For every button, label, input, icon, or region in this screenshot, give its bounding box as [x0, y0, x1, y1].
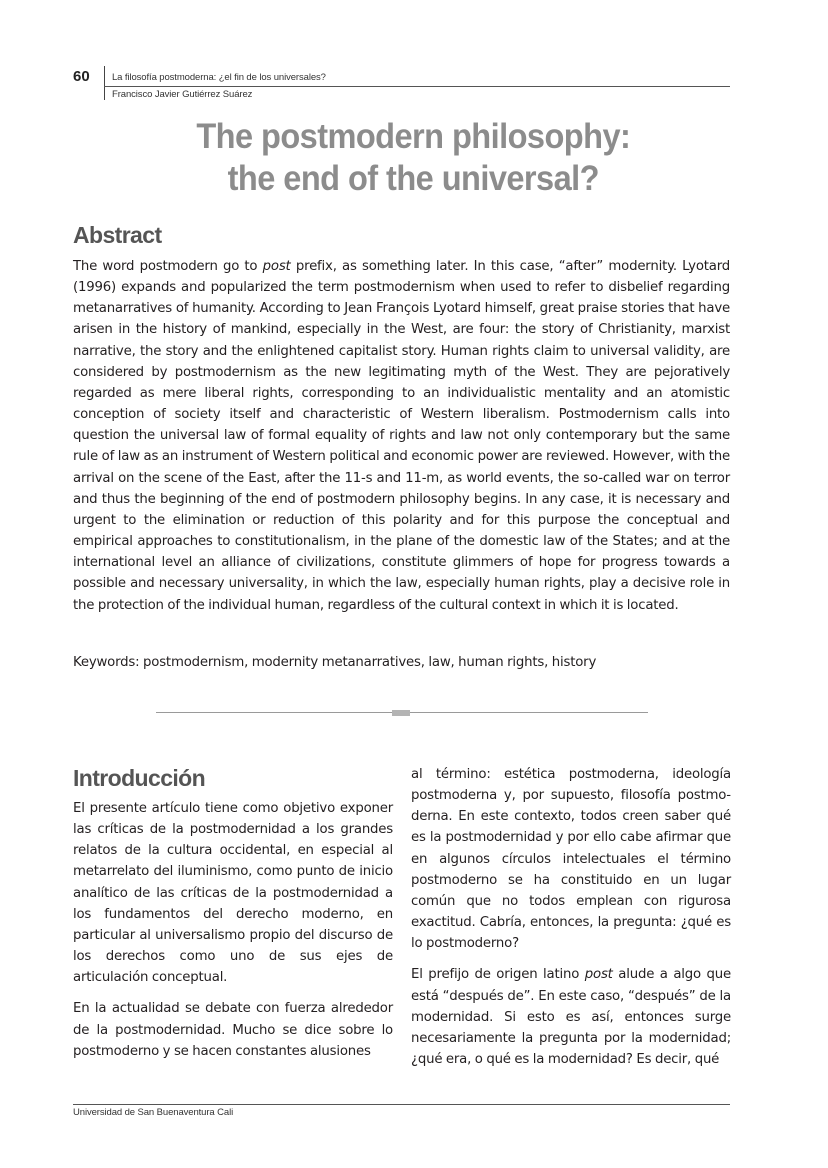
footer-text: Universidad de San Buenaventura Cali — [73, 1107, 234, 1118]
abstract-text-start: The word postmodern go to — [73, 259, 263, 274]
abstract-text-rest: prefix, as something later. In this case, “after” modernity. Lyotard (1996) expands and popularized the term postmodernism when used to refer to disbelief regarding metanarratives of humanity. According to Jean François Lyotard himself, great praise stories that have arisen in the history of mankind, especially in the West, are four: the story of Christianity, marxist narrative, the story and the enlightened capitalist story. Human rights claim to universal validity, are considered by postmodernism as the new legitimating myth of the West. They are pejoratively regarded as mere liberal rights, corresponding to an individualistic mentality and an atomistic conception of society itself and characteristic of Western liberalism. Postmodernism calls into question the universal law of formal equality of rights and law not only contemporary but the same rule of law as an instrument of Western political and economic power are reviewed. However, with the arrival on the scene of the East, after the 11-s and 11-m, as world events, the so-called war on terror and thus the beginning of the end of postmodern philosophy begins. In any case, it is necessary and urgent to the elimination or reduction of this polarity and for this purpose the conceptual and empirical approaches to constitutionalism, in the plane of the domestic law of the States; and at the international level an alliance of civilizations, constitute glimmers of hope for progress towards a possible and necessary universality, in which the law, especially human rights, play a decisive role in the protection of the individual human, regardless of the cultural context in which it is located. — [73, 259, 730, 613]
running-title: La filosofía postmoderna: ¿el fin de los universales? — [112, 72, 326, 83]
article-title-line-2: the end of the universal? — [227, 159, 599, 198]
keywords-list: : postmodernism, modernity metanarratives, law, human rights, history — [135, 655, 597, 670]
abstract-italic-word: post — [262, 259, 291, 274]
introduction-paragraph-3: al término: estética postmoderna, ideología postmoderna y, por supuesto, filosofía postmoderna. En este contexto, todos creen saber qué es la postmodernidad y por ello cabe afirmar que en algunos círculos intelectuales el término postmoderno se ha constituido en un lugar común que no todos emplean con rigurosa exactitud. Cabría, entonces, la pregunta: ¿qué es lo postmoderno? — [411, 767, 731, 952]
abstract-paragraph — [73, 256, 730, 616]
introduction-heading: Introducción — [73, 765, 206, 791]
footer-rule — [73, 1104, 730, 1105]
paragraph-4-start: El prefijo de origen latino — [411, 967, 585, 983]
section-divider-mark — [392, 710, 410, 716]
header-horizontal-rule — [104, 86, 730, 87]
left-column — [73, 764, 393, 1072]
article-title-line-1: The postmodern philosophy: — [196, 117, 631, 156]
introduction-paragraph-4 — [411, 964, 731, 1070]
running-author: Francisco Javier Gutiérrez Suárez — [112, 89, 253, 100]
abstract-text — [73, 256, 730, 616]
introduction-paragraph-2: En la actualidad se debate con fuerza alrededor de la postmodernidad. Mucho se dice sobre lo postmoderno y se hacen constantes alusiones — [73, 1001, 393, 1059]
header-vertical-rule — [104, 66, 105, 100]
introduction-paragraph-1: El presente artículo tiene como objetivo exponer las críticas de la postmodernidad a los grandes relatos de la cultura occidental, en especial al metarrelato del iluminismo, como punto de inicio analítico de las críticas de la postmodernidad a los fundamentos del derecho moderno, en particular al universalismo propio del discurso de los derechos como uno de sus ejes de articulación conceptual. — [73, 801, 393, 986]
article-title — [28, 116, 798, 200]
abstract-heading: Abstract — [73, 222, 162, 248]
paragraph-4-rest: alude a algo que está “después de”. En este caso, “después” de la modernidad. Si esto es así, entonces surge necesariamente la pregunta por la modernidad; ¿qué era, o qué es la modernidad? Es decir, qué — [411, 967, 731, 1068]
right-column — [411, 764, 731, 1080]
paragraph-4-italic-word: post — [584, 967, 613, 983]
keywords-label: Keywords — [73, 655, 136, 670]
page-number: 60 — [73, 68, 90, 85]
keywords — [73, 653, 730, 673]
